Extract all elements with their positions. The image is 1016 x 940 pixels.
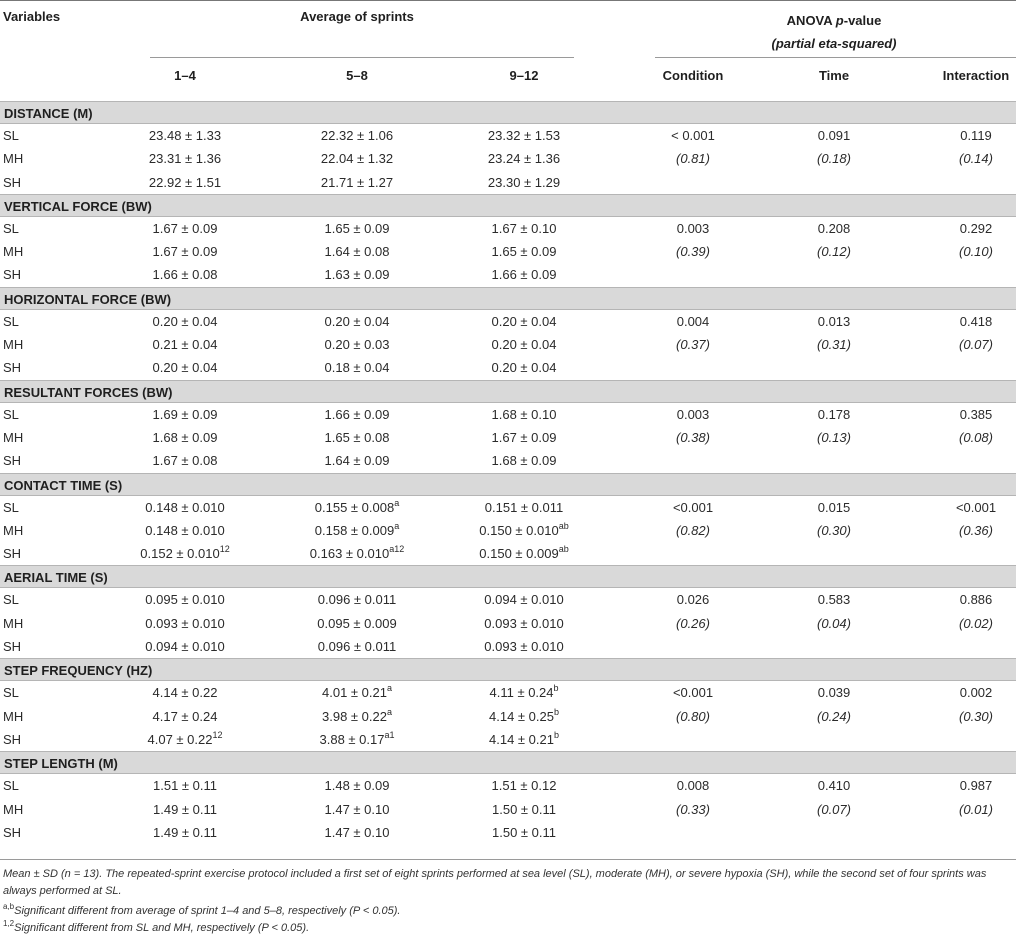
header-col-condition: Condition xyxy=(662,68,724,83)
sprint-value-v1 xyxy=(153,430,218,445)
value-text: 1.50 ± 0.11 xyxy=(492,801,556,817)
sprint-value-v2 xyxy=(325,221,390,236)
value-text: 23.24 ± 1.36 xyxy=(487,151,561,167)
sprint-value-v1 xyxy=(153,802,217,817)
sprint-value-v1 xyxy=(145,616,224,631)
table-row xyxy=(0,635,1016,658)
sprint-value-v2 xyxy=(325,453,390,468)
value-text: 1.49 ± 0.11 xyxy=(153,824,217,840)
sprint-value-v3 xyxy=(492,360,557,375)
value-text: 0.158 ± 0.009 xyxy=(314,522,395,538)
value-superscript: 12 xyxy=(219,544,230,555)
section-header xyxy=(0,565,1016,588)
header-average-of-sprints: Average of sprints xyxy=(300,9,414,24)
value-text: 4.17 ± 0.24 xyxy=(152,708,218,724)
table-row xyxy=(0,449,1016,472)
sprint-value-v1 xyxy=(145,639,224,654)
sprint-value-v3 xyxy=(492,314,557,329)
row-label: MH xyxy=(3,708,24,724)
anova-interaction: 0.385 xyxy=(959,406,993,422)
anova-time: (0.24) xyxy=(817,708,851,724)
row-label: SH xyxy=(3,639,22,655)
value-text: 0.20 ± 0.04 xyxy=(491,313,557,329)
anova-condition: <0.001 xyxy=(672,499,714,515)
section-title: VERTICAL FORCE (BW) xyxy=(4,198,152,214)
value-text: 1.64 ± 0.08 xyxy=(324,244,390,260)
sprint-value-v1 xyxy=(153,453,218,468)
sprint-value-v3 xyxy=(488,175,560,190)
anova-interaction: (0.01) xyxy=(959,801,993,817)
section-title: AERIAL TIME (S) xyxy=(4,570,108,586)
value-text: 0.20 ± 0.04 xyxy=(152,313,218,329)
anova-condition: (0.82) xyxy=(676,522,710,538)
row-label: SH xyxy=(3,267,22,283)
anova-condition: (0.38) xyxy=(676,429,710,445)
value-superscript: b xyxy=(553,729,559,740)
table-row xyxy=(0,263,1016,286)
sprint-value-v2 xyxy=(321,175,393,190)
row-label: SL xyxy=(3,128,19,143)
value-text: 1.67 ± 0.09 xyxy=(152,244,218,260)
table-row xyxy=(0,496,1016,519)
anova-time: 0.208 xyxy=(817,220,851,236)
value-text: 4.14 ± 0.22 xyxy=(152,685,218,701)
sprint-value-v3 xyxy=(492,825,556,840)
value-text: 3.98 ± 0.22 xyxy=(322,708,387,724)
value-text: 1.68 ± 0.09 xyxy=(152,429,218,445)
table-row xyxy=(0,798,1016,821)
sprint-value-v3 xyxy=(492,221,557,236)
value-text: 0.094 ± 0.010 xyxy=(145,639,225,655)
table-row xyxy=(0,588,1016,611)
sprint-value-v1 xyxy=(153,244,218,259)
anova-condition: (0.39) xyxy=(676,244,710,260)
value-text: 23.32 ± 1.53 xyxy=(487,128,561,143)
sprint-value-v1 xyxy=(145,592,224,607)
section-header xyxy=(0,658,1016,681)
section-title: CONTACT TIME (S) xyxy=(4,477,123,493)
value-text: 0.096 ± 0.011 xyxy=(317,639,397,655)
value-text: 1.48 ± 0.09 xyxy=(324,778,390,794)
value-text: 1.67 ± 0.08 xyxy=(152,453,218,469)
row-label: SL xyxy=(3,592,19,608)
section-header xyxy=(0,380,1016,403)
section-title: DISTANCE (M) xyxy=(4,106,93,121)
anova-time: 0.091 xyxy=(817,128,851,143)
value-text: 1.47 ± 0.10 xyxy=(324,824,390,840)
row-label: MH xyxy=(3,615,24,631)
sprint-value-v3 xyxy=(488,151,560,166)
table-row xyxy=(0,147,1016,170)
value-superscript: a1 xyxy=(384,729,395,740)
row-label: SH xyxy=(3,453,22,469)
value-text: 0.150 ± 0.010 xyxy=(479,522,559,538)
sprint-value-v1 xyxy=(145,523,224,538)
anova-time: 0.410 xyxy=(817,778,851,794)
row-label: SL xyxy=(3,499,19,515)
sprint-value-v1 xyxy=(149,151,221,166)
sprint-value-v2 xyxy=(325,430,390,445)
value-text: 23.48 ± 1.33 xyxy=(148,128,222,143)
sprint-value-v1 xyxy=(153,778,217,793)
sprint-value-v3 xyxy=(484,616,563,631)
value-text: 0.148 ± 0.010 xyxy=(145,522,225,538)
anova-time: (0.30) xyxy=(817,522,851,538)
value-text: 0.20 ± 0.04 xyxy=(491,337,557,353)
section-title: STEP FREQUENCY (HZ) xyxy=(4,663,153,679)
sprint-value-v3 xyxy=(492,430,557,445)
row-label: MH xyxy=(3,244,24,260)
table-row xyxy=(0,681,1016,704)
sprint-value-v3 xyxy=(489,706,559,724)
anova-time: (0.12) xyxy=(817,244,851,260)
value-superscript: 12 xyxy=(212,729,223,740)
anova-interaction: (0.30) xyxy=(959,708,993,724)
value-text: 22.32 ± 1.06 xyxy=(320,128,394,143)
value-text: 0.20 ± 0.03 xyxy=(324,337,390,353)
value-text: 0.163 ± 0.010 xyxy=(309,546,390,562)
anova-condition: 0.004 xyxy=(676,313,710,329)
value-text: 0.093 ± 0.010 xyxy=(484,615,564,631)
value-text: 0.095 ± 0.009 xyxy=(317,615,397,631)
value-text: 1.66 ± 0.08 xyxy=(152,267,218,283)
sprint-value-v2 xyxy=(325,778,390,793)
sprint-value-v1 xyxy=(153,267,218,282)
sprint-value-v2 xyxy=(314,520,400,538)
row-label: SH xyxy=(3,731,22,747)
anova-interaction: 0.002 xyxy=(959,685,993,701)
table-row xyxy=(0,728,1016,751)
sprint-value-v1 xyxy=(153,360,218,375)
value-text: 1.67 ± 0.10 xyxy=(491,220,557,236)
anova-interaction: (0.02) xyxy=(959,615,993,631)
table-row xyxy=(0,240,1016,263)
table-row xyxy=(0,705,1016,728)
sprint-value-v3 xyxy=(479,520,569,538)
anova-time: (0.13) xyxy=(817,429,851,445)
value-text: 22.04 ± 1.32 xyxy=(320,151,394,167)
row-label: SL xyxy=(3,406,19,422)
sprint-value-v1 xyxy=(153,685,218,700)
header-col-9-12: 9–12 xyxy=(509,68,539,83)
row-label: MH xyxy=(3,151,24,167)
anova-condition: < 0.001 xyxy=(671,128,715,143)
table-row xyxy=(0,403,1016,426)
sprint-value-v2 xyxy=(325,314,390,329)
row-label: MH xyxy=(3,337,24,353)
value-text: 0.150 ± 0.009 xyxy=(479,546,559,562)
row-label: MH xyxy=(3,429,24,445)
value-text: 0.093 ± 0.010 xyxy=(484,639,564,655)
footnote-ab: $^{a,b}$Significant different from average of sprint 1–4 and 5–8, respectively (P < 0.05). xyxy=(3,902,401,917)
value-text: 0.21 ± 0.04 xyxy=(152,337,218,353)
table-row xyxy=(0,612,1016,635)
anova-interaction: 0.292 xyxy=(959,220,993,236)
value-text: 0.155 ± 0.008 xyxy=(314,499,395,515)
value-text: 1.50 ± 0.11 xyxy=(492,824,556,840)
value-superscript: a12 xyxy=(389,544,405,555)
row-label: SL xyxy=(3,220,19,236)
sprint-value-v2 xyxy=(318,639,396,654)
section-title: STEP LENGTH (M) xyxy=(4,756,118,772)
value-text: 4.14 ± 0.21 xyxy=(489,731,554,747)
table-body xyxy=(0,101,1016,844)
sprint-value-v3 xyxy=(492,778,557,793)
sprint-value-v3 xyxy=(492,267,557,282)
value-text: 0.20 ± 0.04 xyxy=(324,313,390,329)
sprint-value-v3 xyxy=(492,407,557,422)
section-title: RESULTANT FORCES (BW) xyxy=(4,384,173,400)
table-row xyxy=(0,542,1016,565)
sprint-value-v1 xyxy=(153,221,218,236)
row-label: SH xyxy=(3,174,22,190)
header-col-5-8: 5–8 xyxy=(346,68,368,83)
sprint-value-v1 xyxy=(153,407,218,422)
value-superscript: ab xyxy=(558,544,569,555)
row-label: SL xyxy=(3,685,19,701)
sprint-value-v3 xyxy=(479,546,568,561)
anova-time: 0.013 xyxy=(817,313,851,329)
row-label: MH xyxy=(3,801,24,817)
anova-time: 0.178 xyxy=(817,406,851,422)
value-superscript: ab xyxy=(558,520,569,531)
anova-condition: (0.37) xyxy=(676,337,710,353)
sprint-value-v2 xyxy=(317,616,396,631)
value-text: 4.11 ± 0.24 xyxy=(489,685,554,701)
value-text: 1.64 ± 0.09 xyxy=(324,453,390,469)
sprint-value-v2 xyxy=(325,802,390,817)
anova-interaction: 0.987 xyxy=(959,778,993,794)
value-superscript: a xyxy=(386,683,392,694)
sprint-value-v2 xyxy=(322,685,392,700)
anova-interaction: (0.07) xyxy=(959,337,993,353)
value-text: 0.095 ± 0.010 xyxy=(145,592,225,608)
value-text: 1.51 ± 0.12 xyxy=(491,778,557,794)
value-text: 0.20 ± 0.04 xyxy=(491,360,557,376)
value-text: 0.151 ± 0.011 xyxy=(484,499,564,515)
value-text: 1.51 ± 0.11 xyxy=(153,778,217,794)
value-text: 1.65 ± 0.08 xyxy=(324,429,390,445)
value-text: 1.69 ± 0.09 xyxy=(152,406,218,422)
sprint-value-v1 xyxy=(145,500,224,515)
value-text: 1.68 ± 0.09 xyxy=(491,453,557,469)
value-text: 1.65 ± 0.09 xyxy=(491,244,557,260)
value-superscript: a xyxy=(386,706,392,717)
sprint-value-v1 xyxy=(153,709,218,724)
value-text: 4.14 ± 0.25 xyxy=(489,708,554,724)
sprint-value-v2 xyxy=(321,128,393,143)
sprint-value-v3 xyxy=(492,244,557,259)
section-title: HORIZONTAL FORCE (BW) xyxy=(4,291,172,307)
sprint-value-v1 xyxy=(153,314,218,329)
sprint-value-v1 xyxy=(147,729,223,747)
section-header xyxy=(0,101,1016,124)
header-partial-eta: (partial eta-squared) xyxy=(771,36,897,51)
header-variables: Variables xyxy=(3,9,61,24)
sprint-value-v2 xyxy=(318,592,396,607)
section-header xyxy=(0,287,1016,310)
sprint-value-v2 xyxy=(322,706,392,724)
anova-condition: 0.003 xyxy=(676,220,710,236)
anova-condition: <0.001 xyxy=(672,685,714,701)
value-text: 1.66 ± 0.09 xyxy=(491,267,557,283)
sprint-value-v3 xyxy=(492,337,557,352)
value-superscript: a xyxy=(394,497,400,508)
value-text: 0.20 ± 0.04 xyxy=(152,360,218,376)
sprint-value-v2 xyxy=(325,244,390,259)
header-group-rule-anova xyxy=(655,57,1016,58)
value-superscript: b xyxy=(553,683,559,694)
sprint-value-v3 xyxy=(489,685,558,700)
value-superscript: b xyxy=(553,706,559,717)
anova-interaction: 0.119 xyxy=(960,128,992,143)
anova-condition: 0.026 xyxy=(676,592,710,608)
anova-interaction: <0.001 xyxy=(955,499,997,515)
table-row xyxy=(0,519,1016,542)
anova-interaction: (0.08) xyxy=(959,429,993,445)
anova-time: 0.039 xyxy=(817,685,851,701)
row-label: SH xyxy=(3,546,22,562)
value-text: 1.49 ± 0.11 xyxy=(153,801,217,817)
sprint-value-v2 xyxy=(319,729,395,747)
sprint-value-v2 xyxy=(325,337,390,352)
anova-interaction: (0.14) xyxy=(959,151,993,167)
section-header xyxy=(0,194,1016,217)
header-col-interaction: Interaction xyxy=(942,68,1010,83)
value-text: 0.18 ± 0.04 xyxy=(324,360,390,376)
value-text: 1.66 ± 0.09 xyxy=(324,406,390,422)
anova-time: (0.18) xyxy=(817,151,851,167)
sprint-value-v3 xyxy=(484,639,563,654)
sprint-value-v3 xyxy=(492,802,556,817)
anova-time: (0.04) xyxy=(817,615,851,631)
table-row xyxy=(0,217,1016,240)
sprint-value-v2 xyxy=(325,407,390,422)
table-row xyxy=(0,821,1016,844)
value-text: 0.148 ± 0.010 xyxy=(145,499,225,515)
value-text: 21.71 ± 1.27 xyxy=(320,174,394,190)
sprint-value-v2 xyxy=(325,267,390,282)
value-text: 1.67 ± 0.09 xyxy=(491,429,557,445)
anova-condition: (0.80) xyxy=(676,708,710,724)
value-superscript: a xyxy=(394,520,400,531)
value-text: 0.094 ± 0.010 xyxy=(484,592,564,608)
table-row xyxy=(0,124,1016,147)
row-label: SH xyxy=(3,824,22,840)
sprint-value-v1 xyxy=(153,825,217,840)
anova-time: (0.31) xyxy=(817,337,851,353)
row-label: SH xyxy=(3,360,22,376)
value-text: 3.88 ± 0.17 xyxy=(319,731,385,747)
footnote-12: $^{1,2}$Significant different from SL and MH, respectively (P < 0.05). xyxy=(3,919,310,934)
value-text: 0.152 ± 0.010 xyxy=(140,546,220,562)
header-col-1-4: 1–4 xyxy=(174,68,196,83)
header-anova: ANOVA p-value xyxy=(786,13,882,28)
sprint-value-v2 xyxy=(325,825,390,840)
anova-interaction: (0.10) xyxy=(959,244,993,260)
bottom-rule xyxy=(0,859,1016,860)
table-row xyxy=(0,356,1016,379)
anova-condition: 0.008 xyxy=(676,778,710,794)
anova-interaction: 0.418 xyxy=(959,313,993,329)
table-row xyxy=(0,171,1016,194)
value-text: 1.67 ± 0.09 xyxy=(152,220,218,236)
value-text: 1.65 ± 0.09 xyxy=(324,220,390,236)
value-text: 0.093 ± 0.010 xyxy=(145,615,225,631)
value-text: 22.92 ± 1.51 xyxy=(148,174,222,190)
sprint-value-v1 xyxy=(149,175,221,190)
row-label: SL xyxy=(3,313,19,329)
value-text: 1.47 ± 0.10 xyxy=(324,801,390,817)
sprint-value-v2 xyxy=(314,497,400,515)
header-group-rule-sprints xyxy=(150,57,574,58)
anova-time: (0.07) xyxy=(817,801,851,817)
anova-interaction: 0.886 xyxy=(959,592,993,608)
sprint-value-v3 xyxy=(484,592,563,607)
anova-time: 0.015 xyxy=(817,499,851,515)
section-header xyxy=(0,473,1016,496)
value-text: 1.63 ± 0.09 xyxy=(324,267,390,283)
sprint-value-v3 xyxy=(485,500,563,515)
value-text: 23.31 ± 1.36 xyxy=(148,151,222,167)
table-row xyxy=(0,333,1016,356)
anova-time: 0.583 xyxy=(817,592,851,608)
sprint-value-v1 xyxy=(140,546,229,561)
table-row xyxy=(0,310,1016,333)
value-text: 23.30 ± 1.29 xyxy=(487,174,561,190)
anova-condition: (0.26) xyxy=(676,615,710,631)
footnote-mean-sd: Mean ± SD (n = 13). The repeated-sprint exercise protocol included a first set of eight sprints performed at sea level (SL), moderate (MH), or severe hypoxia (SH), while the second set of four sprints was always performed at SL. xyxy=(3,868,987,897)
table-row xyxy=(0,774,1016,797)
anova-condition: (0.33) xyxy=(676,801,710,817)
value-text: 4.01 ± 0.21 xyxy=(322,685,387,701)
anova-condition: 0.003 xyxy=(676,406,710,422)
sprint-value-v3 xyxy=(488,128,560,143)
sprint-value-v3 xyxy=(492,453,557,468)
value-text: 0.096 ± 0.011 xyxy=(317,592,397,608)
sprint-value-v1 xyxy=(149,128,221,143)
top-rule xyxy=(0,0,1016,1)
sprint-value-v2 xyxy=(325,360,390,375)
section-header xyxy=(0,751,1016,774)
sprint-value-v2 xyxy=(321,151,393,166)
row-label: SL xyxy=(3,778,19,794)
value-text: 1.68 ± 0.10 xyxy=(491,406,557,422)
table-row xyxy=(0,426,1016,449)
value-text: 4.07 ± 0.22 xyxy=(147,731,213,747)
anova-interaction: (0.36) xyxy=(959,522,993,538)
sprint-value-v1 xyxy=(153,337,218,352)
header-col-time: Time xyxy=(818,68,850,83)
sprint-value-v3 xyxy=(489,729,559,747)
sprint-value-v2 xyxy=(310,546,404,561)
row-label: MH xyxy=(3,522,24,538)
anova-condition: (0.81) xyxy=(676,151,710,167)
